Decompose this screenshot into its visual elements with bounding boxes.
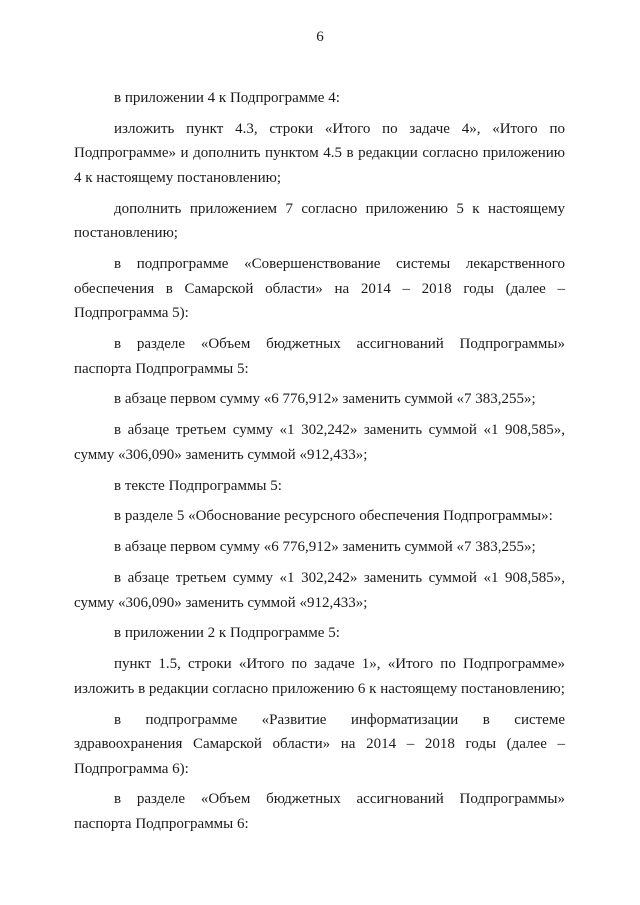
paragraph: в абзаце первом сумму «6 776,912» заменить суммой «7 383,255»; [114, 539, 536, 556]
paragraph: в абзаце первом сумму «6 776,912» заменить суммой «7 383,255»; [114, 391, 536, 408]
paragraph: изложить пункт 4.3, строки «Итого по задаче 4», «Итого по Подпрограмме» и дополнить пунктом 4.5 в редакции согласно приложению 4 к настоящему постановлению; [74, 120, 565, 186]
paragraph: пункт 1.5, строки «Итого по задаче 1», «Итого по Подпрограмме» изложить в редакции согласно приложению 6 к настоящему постановлению; [74, 656, 565, 697]
paragraph: в разделе «Объем бюджетных ассигнований Подпрограммы» паспорта Подпрограммы 5: [74, 336, 565, 377]
paragraph: в подпрограмме «Развитие информатизации в системе здравоохранения Самарской области» на 2014 – 2018 годы (далее – Подпрограмма 6): [74, 711, 565, 777]
paragraph: в тексте Подпрограммы 5: [114, 477, 282, 494]
document-body [74, 86, 565, 843]
paragraph: дополнить приложением 7 согласно приложению 5 к настоящему постановлению; [74, 200, 565, 242]
paragraph: в абзаце третьем сумму «1 302,242» заменить суммой «1 908,585», сумму «306,090» заменить суммой «912,433»; [74, 422, 565, 463]
paragraph: в разделе «Объем бюджетных ассигнований Подпрограммы» паспорта Подпрограммы 6: [74, 791, 565, 833]
page-number: 6 [316, 29, 324, 45]
paragraph: в приложении 2 к Подпрограмме 5: [114, 625, 340, 642]
paragraph: в приложении 4 к Подпрограмме 4: [114, 90, 340, 106]
paragraph: в подпрограмме «Совершенствование системы лекарственного обеспечения в Самарской области» на 2014 – 2018 годы (далее – Подпрограмма 5): [74, 256, 565, 322]
paragraph: в разделе 5 «Обоснование ресурсного обеспечения Подпрограммы»: [114, 508, 553, 525]
paragraph: в абзаце третьем сумму «1 302,242» заменить суммой «1 908,585», сумму «306,090» заменить суммой «912,433»; [74, 569, 565, 611]
